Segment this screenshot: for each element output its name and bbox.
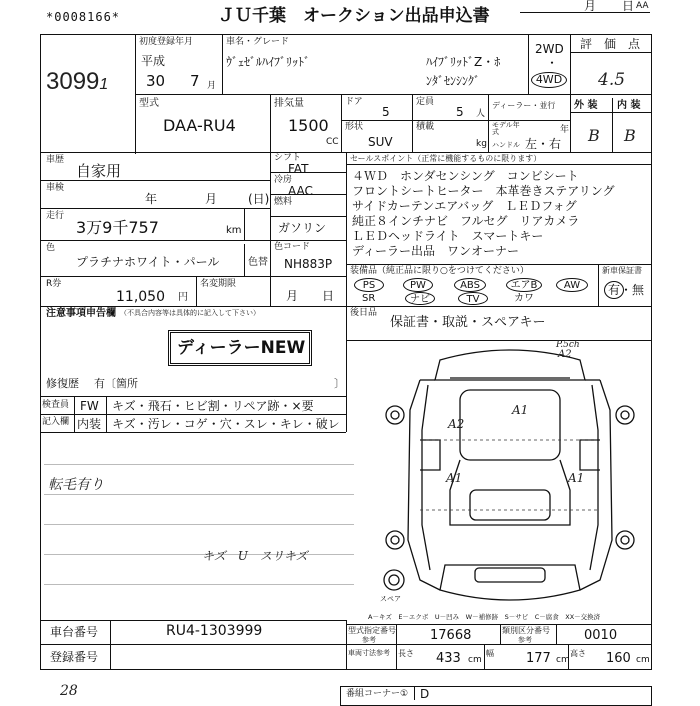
handle-label: ハンドル [492,141,520,149]
sales-point-line: ＬＥＤヘッドライト スマートキー [352,229,544,243]
drive-dot: ・ [546,56,559,70]
type-cert-label-2: 参考 [362,636,376,644]
dims-height-unit: cm [636,655,650,665]
displacement-unit: CC [326,137,339,147]
equip-leather: カワ [514,293,534,304]
dims-width-unit: cm [556,655,570,665]
date-month: 月 [584,0,597,13]
diagram-mark-a1-left: A1 [446,471,463,485]
equip-airbag: エアB [506,278,542,292]
type-cert-value: 17668 [430,628,472,643]
dims-width-label: 幅 [486,649,494,658]
fuel-value: ガソリン [278,221,327,235]
capacity-unit: 人 [476,109,486,119]
class-code-label-2: 参考 [518,636,532,644]
dealer-label: ディーラー・並行 [492,101,556,110]
sales-point-line: フロントシートヒーター 本革巻きステアリング [352,184,615,198]
shape-value: SUV [368,135,393,149]
diagram-mark-a1-front: A1 [512,403,529,417]
serial-number: *0008166* [46,10,121,24]
model-year-unit: 年 [560,125,570,135]
recycle-label: R券 [46,279,62,289]
recycle-unit: 円 [178,292,188,303]
diagram-mark-a1-right: A1 [568,471,585,485]
usage-label: 車歴 [46,155,65,165]
new-car-warranty-label: 新車保証書 [602,266,642,275]
repair-history-value: 有〔箇所 [94,377,138,390]
inspector-label-1: 検査員 [42,400,70,410]
inspector-label-2: 記入欄 [42,417,70,427]
dims-length-unit: cm [468,655,482,665]
ext-score: B [588,126,600,145]
recycle-value: 11,050 [116,289,165,305]
equip-tv: TV [458,292,488,305]
class-code-label-1: 類別区分番号 [502,626,550,635]
dims-length-label: 長さ [398,649,414,658]
car-name: ｳﾞｪｾﾞﾙﾊｲﾌﾞﾘｯﾄﾞ [226,55,311,69]
inspection-day: (日) [248,192,270,206]
equipment-label: 装備品（純正品に限り○をつけてください） [350,266,529,276]
diagram-mark-p5ch: P.5ch [556,340,580,350]
capacity-label: 定員 [416,97,435,107]
shift-value: FAT [288,162,309,176]
chassis-label: 車台番号 [50,625,99,639]
model-label: 型式 [139,98,159,109]
model-year-label: モデル年式 [492,121,520,136]
int-label: 内 装 [617,100,641,111]
corner-value: D [420,687,430,701]
registration-year: 30 [146,72,166,90]
registration-month: 7 [190,72,200,90]
doors-label: ドア [345,97,363,107]
drive-2wd: 2WD [535,42,564,56]
equip-abs: ABS [454,278,486,292]
color-value: プラチナホワイト・パール [76,255,220,269]
handwritten-note-1: 転毛有り [48,477,104,493]
class-code-value: 0010 [584,628,618,643]
corner-label: 番組コーナー① [346,689,409,699]
model-value: DAA-RU4 [163,116,236,135]
drive-4wd-circled: 4WD [531,72,567,88]
mileage-label: 走行 [46,211,65,221]
mileage-unit: km [226,225,242,236]
dims-length-value: 433 [436,651,461,666]
date-day: 日 [622,0,635,13]
score-value: 4.5 [598,70,626,90]
inspection-label: 車検 [46,183,65,193]
equip-ps: PS [354,278,384,292]
shift-label: シフト [274,153,302,163]
type-cert-label-1: 型式指定番号 [348,626,396,635]
sales-points-label: セールスポイント（正常に機能するものに限ります） [350,154,542,163]
inspector-row2: キズ・汚レ・コゲ・穴・スレ・キレ・破レ [112,417,340,431]
after-install-label: 後日品 [350,308,378,318]
sales-point-line: ディーラー出品 ワンオーナー [352,244,520,258]
vehicle-damage-diagram [380,340,640,610]
int-score: B [624,126,636,145]
sales-point-line: サイドカーテンエアバッグ ＬＥＤフォグ [352,199,577,213]
diagram-spare-label: スペア [380,595,401,603]
registration-era: 平成 [141,54,166,68]
notes-sub: （不具合内容等は具体的に記入して下さい） [120,309,260,317]
expiry-month: 月 [286,289,299,303]
equip-navi: ナビ [405,292,435,305]
sales-point-line: 純正８インチナビ フルセグ リアカメラ [352,214,580,228]
chassis-value: RU4-1303999 [166,623,263,639]
fuel-label: 燃料 [274,197,293,207]
sales-points-list [352,170,615,257]
doors-value: 5 [382,105,390,119]
notes-label: 注意事項申告欄 [46,308,116,319]
ext-label: 外 装 [574,100,598,111]
inspection-month: 月 [205,192,218,206]
mileage-value: 3万9千757 [76,218,159,237]
dims-height-label: 高さ [570,649,586,658]
color-label: 色 [46,243,56,253]
capacity-value: 5 [456,105,464,119]
registration-label: 初度登録年月 [139,37,194,47]
plate-label: 登録番号 [50,650,99,664]
equip-pw: PW [403,278,433,292]
color-change-label: 色替 [248,257,268,268]
usage-value: 自家用 [76,162,122,180]
sales-point-line: ４ＷＤ ホンダセンシング コンビシート [352,169,579,183]
ac-label: 冷房 [274,175,293,185]
score-label: 評 価 点 [580,37,641,51]
inspector-row1-head: FW [80,399,99,413]
form-title: ＪＵ千葉 オークション出品申込書 [218,6,490,26]
new-car-warranty-circle [604,281,624,299]
date-suffix: AA [636,1,649,11]
displacement-label: 排気量 [274,98,304,109]
diagram-mark-a2-top: A2 [558,349,572,360]
expiry-day: 日 [322,289,335,303]
ac-value: AAC [288,184,313,198]
equip-aw: AW [556,278,588,292]
registration-month-suffix: 月 [207,81,217,91]
diagram-legend: A－キズ E－エクボ U－凹み W－補修跡 S－サビ C－腐食 XX－交換済 [368,613,601,621]
inspector-row2-head: 内装 [77,417,102,431]
grade-line-2: ﾝﾀﾞｾﾝｼﾝｸﾞ [426,74,481,88]
grade-label: 車名・グレード [226,37,290,47]
repair-history-end: 〕 [334,377,345,390]
color-code-value: NH883P [284,257,333,271]
dims-width-value: 177 [526,651,551,666]
lot-number: 30991 [46,68,109,95]
expiry-label: 名変期限 [200,279,237,289]
new-car-warranty-value: 有・無 [608,283,645,297]
diagram-mark-a2-left: A2 [448,417,465,431]
inspection-year: 年 [145,192,158,206]
dealer-new-stamp: ディーラーNEW [168,330,312,366]
dims-label: 車両寸法参考 [348,649,390,657]
equip-sr: SR [362,293,376,304]
color-code-label: 色コード [274,242,311,252]
after-install-value: 保証書・取説・スペアキー [390,315,546,330]
footer-hand-number: 28 [60,683,78,699]
inspector-row1: キズ・飛石・ヒビ割・リペア跡・×要 [112,399,314,413]
load-unit: kg [476,139,487,149]
repair-history-label: 修復歴 [46,377,79,390]
handle-value: 左・右 [525,137,562,151]
shape-label: 形状 [345,122,364,132]
displacement-value: 1500 [288,116,329,135]
load-label: 積載 [416,122,435,132]
dims-height-value: 160 [606,651,631,666]
grade-line-1: ﾊｲﾌﾞﾘｯﾄﾞZ・ﾎ [426,55,501,69]
handwritten-note-2: キズ U スリキズ [202,549,308,563]
